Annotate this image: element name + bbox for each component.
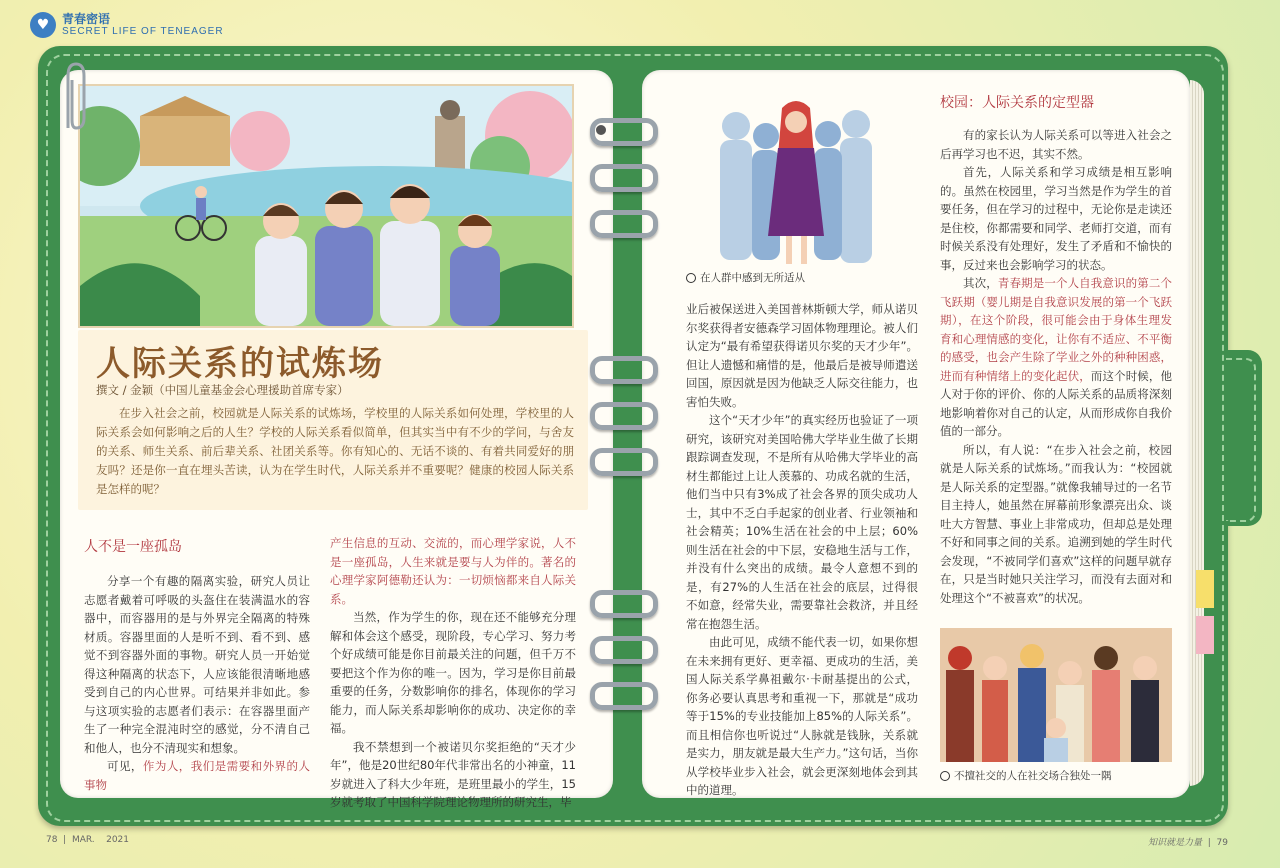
- crowd-silhouette-illustration: [706, 96, 886, 266]
- caption-text: 不擅社交的人在社交场合独处一隅: [954, 770, 1112, 782]
- page-stack-edge: [1190, 80, 1204, 786]
- binder-ring: [590, 590, 658, 618]
- sticky-note-yellow: [1196, 570, 1214, 608]
- paragraph: 首先，人际关系和学习成绩是相互影响的。虽然在校园里，学习当然是作为学生的首要任务，但在学习的过程中，无论你是走读还是住校，你都需要和同学、老师打交道，而有时候关系没有处理好，发生了矛盾和不愉快的事，反过来也会影响学习的状态。: [940, 165, 1172, 272]
- article-intro: 在步入社会之前，校园就是人际关系的试炼场，学校里的人际关系如何处理，学校里的人际关系会如何影响之后的人生？学校的人际关系看似简单，但其实当中有不少的学问，与舍友的关系、师生关系、前后辈关系、社团关系等。你有知心的、无话不谈的、有着共同爱好的朋友吗？还是你一直在埋头苦读，认为在学生时代，人际关系并不重要呢？健康的校园人际关系是怎样的呢？: [96, 406, 574, 496]
- text-span: 可见，: [107, 759, 143, 773]
- highlight-text: 青春期是一个人自我意识的第二个飞跃期（婴儿期是自我意识发展的第一个飞跃期），在这个阶段，很可能会由于身体生理发育和心理情感的变化，让你有不适应、不平衡的感受，也会产生除了学业之外的种种困惑，进而有种情绪上的变化起伏，: [940, 276, 1173, 383]
- highlight-paragraph: 产生信息的互动、交流的，而心理学家说，人不是一座孤岛，人生来就是要与人为伴的。著名的心理学家阿德勒还认为：一切烦恼都来自人际关系。: [330, 536, 576, 606]
- section-heading-island: 人不是一座孤岛: [84, 539, 182, 555]
- highlight-text: 作为人，我们是需要和外界的人事物: [84, 759, 310, 792]
- section-heading-campus: 校园：人际关系的定型器: [940, 95, 1094, 111]
- article-byline: 撰文 / 金颖（中国儿童基金会心理援助首席专家）: [96, 383, 349, 397]
- paragraph: 当然，作为学生的你，现在还不能够充分理解和体会这个感受，现阶段，专心学习、努力考个好成绩可能是你目前最关注的问题，但千万不要把这个作为你的唯一。因为，学习是你目前最重要的任务，分数影响你的排名，体现你的学习能力，而人际关系却影响你的成功、决定你的幸福。: [330, 610, 576, 735]
- issue-month: MAR.: [71, 835, 95, 845]
- binder-ring: [590, 356, 658, 384]
- paragraph: 所以，有人说：“在步入社会之前，校园就是人际关系的试炼场。”而我认为：“校园就是人际关系的定型器。”就像我辅导过的一名节目主持人，她虽然在屏幕前形象漂亮出众、谈吐大方智慧、事业上非常成功，但却总是处理不好和同事之间的关系。追溯到她的学生时代会发现，“不被同学们喜欢”这样的问题早就存在，只是当时她只关注学习，而没有去面对和处理这个“不被喜欢”的状况。: [940, 442, 1172, 605]
- article-title: 人际关系的试炼场: [96, 344, 384, 384]
- footer-left: 78 | MAR. 2021: [46, 835, 130, 845]
- binder-ring: [590, 164, 658, 192]
- magazine-column-logo: [30, 12, 224, 38]
- paragraph: 我不禁想到一个被诺贝尔奖拒绝的“天才少年”，他是20世纪80年代非常出名的小神童，11岁就进入了科大少年班，是班里最小的学生，15岁就考取了中国科学院理论物理所的研究生，毕: [330, 739, 576, 809]
- caption-text: 在人群中感到无所适从: [700, 272, 805, 284]
- social-gathering-illustration: [940, 628, 1172, 762]
- column-2: [330, 534, 576, 812]
- heart-icon: ♥: [30, 12, 56, 38]
- paragraph: 由此可见，成绩不能代表一切，如果你想在未来拥有更好、更幸福、更成功的生活，美国人际关系学鼻祖戴尔·卡耐基提出的公式，你务必要认真思考和重视一下，那就是“成功等于15%的专业技能加上85%的人际关系”。而且相信你也听说过“人脉就是钱脉，关系就是实力，朋友就是最大生产力。”这句话，当你从学校毕业步入社会，就会更深刻地体会到其中的道理。: [686, 635, 918, 797]
- figure-caption: [686, 270, 805, 285]
- caption-bullet-icon: [686, 273, 696, 283]
- binder-ring: [590, 636, 658, 664]
- binder-ring: [590, 118, 658, 146]
- binder-ring: [590, 402, 658, 430]
- column-3: [686, 300, 918, 800]
- footer-right: 知识就是力量 | 79: [1148, 838, 1228, 848]
- binder-tab-stitch: [1226, 358, 1256, 522]
- binder-ring: [590, 448, 658, 476]
- binder-ring: [590, 210, 658, 238]
- sticky-note-pink: [1196, 616, 1214, 654]
- paragraph: 这个“天才少年”的真实经历也验证了一项研究，该研究对美国哈佛大学毕业生做了长期跟踪调查发现，不是所有从哈佛大学毕业的高材生都能过上让人羡慕的、功成名就的生活，他们当中只有3%成了社会各界的顶尖成功人士，其中不乏白手起家的创业者、行业领袖和社会精英；10%生活在社会的中上层；60%则生活在社会的中下层，安稳地生活与工作，并没有什么突出的成绩。最令人意想不到的是，有27%的人生活在社会的底层，过得很不如意，经常失业，需要靠社会救济，并且经常在抱怨生活。: [686, 413, 918, 631]
- column-name-cn: 青春密语: [62, 12, 111, 26]
- paragraph: 有的家长认为人际关系可以等进入社会之后再学习也不迟，其实不然。: [940, 128, 1172, 161]
- magazine-name: 知识就是力量: [1148, 838, 1203, 848]
- column-name-en: SECRET LIFE OF TENEAGER: [62, 26, 224, 37]
- paragraph: 分享一个有趣的隔离实验，研究人员让志愿者戴着可呼吸的头盔住在装满温水的容器中，而容器用的是与外界完全隔离的特殊材质。容器里面的人是听不到、看不到、感觉不到容器外面的事物。研究人员一开始觉得这种隔离的状态下，人应该能很清晰地感受到自己的内心世界。可结果并非如此。参与这项实验的志愿者们表示：在容器里面产生了一种完全混沌时空的感觉，分不清自己和他人，也分不清现实和想象。: [84, 574, 310, 755]
- column-4: [940, 126, 1172, 607]
- figure-caption: [940, 768, 1112, 783]
- paragraph: [84, 757, 310, 794]
- page-number: 79: [1216, 838, 1228, 848]
- binder-ring: [590, 682, 658, 710]
- issue-year: 2021: [106, 835, 130, 845]
- column-1: [84, 572, 310, 794]
- paragraph: 业后被保送进入美国普林斯顿大学，师从诺贝尔奖获得者安德森学习固体物理理论。被人们认定为“最有希望获得诺贝尔奖的天才少年”。但让人遗憾和痛惜的是，他最后是被导师遣送回国，原因就是因为他缺乏人际交往能力，也害怕失败。: [686, 302, 918, 409]
- campus-friends-illustration: [78, 84, 574, 328]
- caption-bullet-icon: [940, 771, 950, 781]
- paperclip-icon: [54, 58, 94, 138]
- page-number: 78: [46, 835, 58, 845]
- paragraph: [940, 274, 1172, 441]
- text-span: 其次，: [963, 276, 998, 290]
- text-span: 而这个时候，他人对于你的评价、你的人际关系的品质将深刻地影响着你对自己的认定，从而形成你自我价值的一部分。: [940, 368, 1173, 438]
